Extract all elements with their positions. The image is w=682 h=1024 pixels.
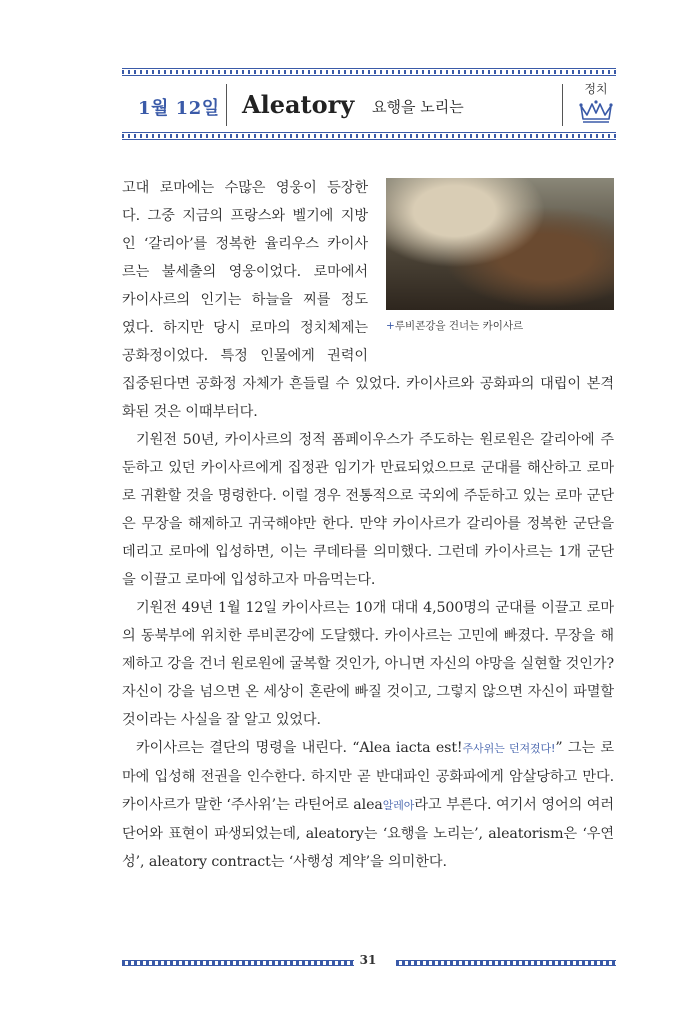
text-line: 공화정이었다. 특정 인물에게 권력이 [122,348,368,364]
headword-meaning: 요행을 노리는 [372,98,464,116]
footer-border-left [122,960,354,966]
paragraph-3: 기원전 49년 1월 12일 카이사르는 10개 대대 4,500명의 군대를 이끌고 로마의 동북부에 위치한 루비콘강에 도달했다. 카이사르는 고민에 빠졌다. 무장을 해제하고 강을 건너 원로원에 굴복할 것인가, 아니면 자신의 야망을 실현할 것인가? 자신이 강을 넘으면 온 세상이 혼란에 빠질 것이고, 그렇지 않으면 자신이 파멸할 것이라는 사실을 잘 알고 있었다. [122,600,614,728]
gloss-alea: 알레아 [382,799,415,812]
body-paragraphs [122,370,614,876]
caption-text: 루비콘강을 건너는 카이사르 [394,320,524,332]
gloss-dice-thrown: 주사위는 던져졌다! [462,742,556,755]
paragraph-4 [122,734,614,876]
headword: Aleatory [242,90,355,119]
p4-part-a: 카이사르는 결단의 명령을 내린다. “Alea iacta est! [136,740,463,756]
bottom-meander-border [122,132,616,140]
caesar-rubicon-painting [386,178,614,310]
text-line: 르는 불세출의 영웅이었다. 로마에서 [122,264,368,280]
footer-border-right [396,960,616,966]
wrapped-text-block [122,174,368,370]
header-divider [226,84,227,126]
text-line: 인 ‘갈리아’를 정복한 율리우스 카이사 [122,236,368,252]
p4-part-c: 라고 부른다. 여기서 영어의 여러 단어와 표현이 파생되었는데, aleatory는 ‘요행을 노리는’, aleatorism은 ‘우연성’, aleatory contract는 ‘사행성 계약’을 의미한다. [122,797,614,870]
chapter-header [122,78,616,132]
text-line: 카이사르의 인기는 하늘을 찌를 정도 [122,292,368,308]
caption-bullet: + [386,320,395,332]
page-number: 31 [359,953,377,967]
text-line: 고대 로마에는 수많은 영웅이 등장한 [122,180,368,196]
header-divider-right [562,84,563,126]
p4-part-b: ” 그는 로마에 입성해 전권을 인수한다. 하지만 곧 반대파인 공화파에게 암살당하고 만다. 카이사르가 말한 ‘주사위’는 라틴어로 alea [122,740,615,813]
paragraph-2: 기원전 50년, 카이사르의 정적 폼페이우스가 주도하는 원로원은 갈리아에 주둔하고 있던 카이사르에게 집정관 임기가 만료되었으므로 군대를 해산하고 로마로 귀환할 것을 명령한다. 이럴 경우 전통적으로 국외에 주둔하고 있는 로마 군단은 무장을 해제하고 귀국해야만 한다. 만약 카이사르가 갈리아를 정복한 군단을 데리고 로마에 입성하면, 이는 쿠데타를 의미했다. 그런데 카이사르는 1개 군단을 이끌고 로마에 입성하고자 마음먹는다. [122,432,614,588]
text-line: 다. 그중 지금의 프랑스와 벨기에 지방 [122,208,368,224]
crown-icon [578,98,614,124]
image-caption [386,318,523,333]
top-meander-border [122,68,616,76]
text-line: 였다. 하지만 당시 로마의 정치체제는 [122,320,368,336]
paragraph-1-continued: 집중된다면 공화정 자체가 흔들릴 수 있었다. 카이사르와 공화파의 대립이 본격화된 것은 이때부터다. [122,376,614,420]
entry-date: 1월 12일 [138,98,220,119]
category-label: 정치 [584,82,608,96]
